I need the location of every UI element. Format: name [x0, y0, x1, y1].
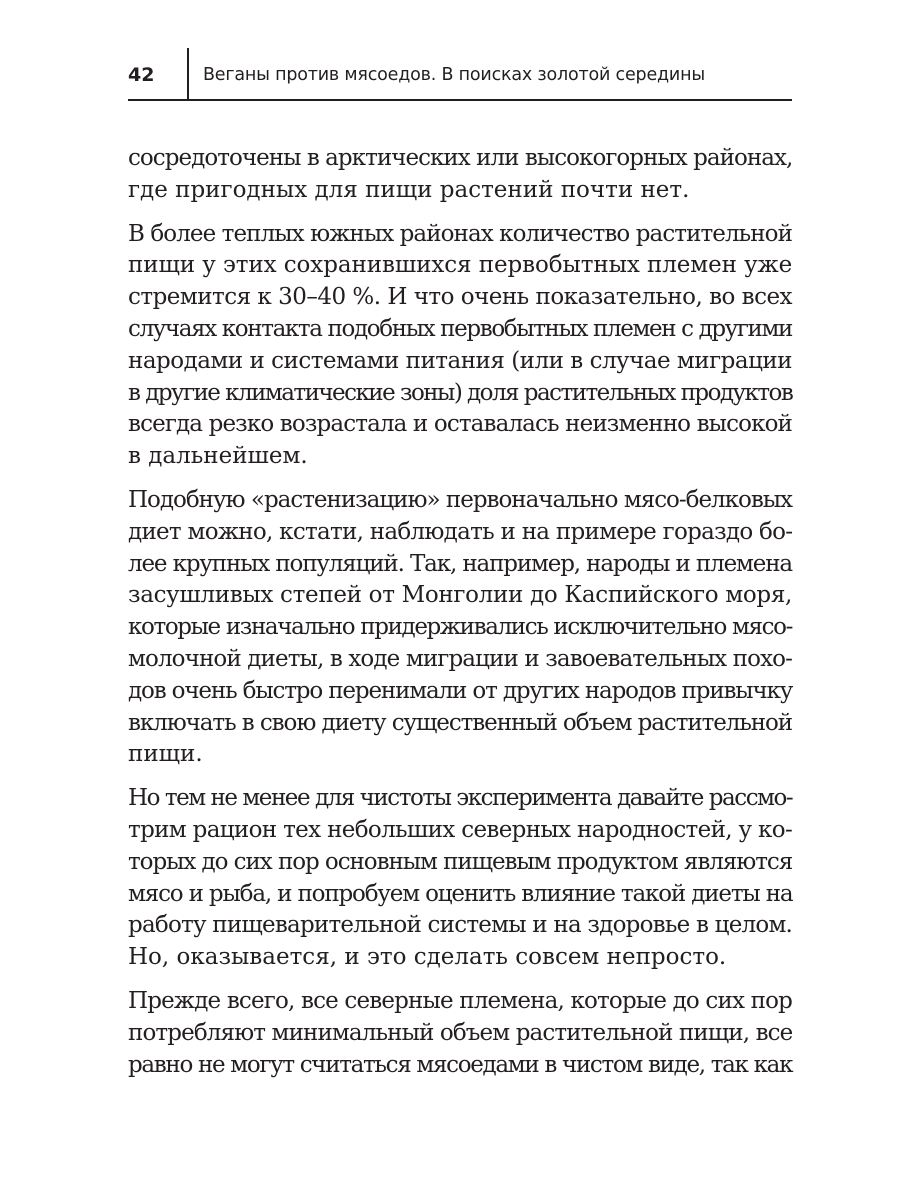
- text-line: Прежде всего, все северные племена, которые до сих пор: [128, 987, 792, 1014]
- text-line: в другие климатические зоны) доля растительных продуктов: [128, 379, 793, 406]
- text-line: работу пищеварительной системы и на здоровье в целом.: [128, 912, 793, 939]
- text-line: молочной диеты, в ходе миграции и завоевательных похо-: [128, 645, 792, 672]
- text-line: равно не могут считаться мясоедами в чистом виде, так как: [128, 1051, 793, 1078]
- text-line: в дальнейшем.: [128, 443, 308, 470]
- running-head: [128, 48, 792, 100]
- paragraph: [128, 143, 792, 207]
- text-line: которые изначально придерживались исключительно мясо-: [128, 614, 792, 641]
- text-line: всегда резко возрастала и оставалась неизменно высокой: [128, 411, 793, 438]
- text-line: дов очень быстро перенимали от других народов привычку: [128, 677, 793, 704]
- text-line: Но тем не менее для чистоты эксперимента давайте рассмо-: [128, 785, 793, 812]
- text-line: диет можно, кстати, наблюдать и на примере гораздо бо-: [128, 518, 793, 545]
- text-line: мясо и рыба, и попробуем оценить влияние такой диеты на: [128, 880, 793, 907]
- text-line: случаях контакта подобных первобытных племен с другими: [128, 315, 792, 342]
- paragraph: [128, 219, 792, 473]
- text-line: торых до сих пор основным пищевым продуктом являются: [128, 848, 793, 875]
- text-line: В более теплых южных районах количество растительной: [128, 220, 792, 247]
- paragraph: [128, 783, 792, 974]
- text-line: Но, оказывается, и это сделать совсем непросто.: [128, 944, 727, 971]
- text-line: засушливых степей от Монголии до Каспийского моря,: [128, 582, 792, 609]
- paragraph: [128, 485, 792, 771]
- text-line: Подобную «растенизацию» первоначально мясо-белковых: [128, 486, 792, 513]
- text-line: пищи.: [128, 741, 203, 768]
- text-line: трим рацион тех небольших северных народностей, у ко-: [128, 816, 793, 843]
- running-title: Веганы против мясоедов. В поисках золотой середины: [203, 65, 705, 85]
- text-line: народами и системами питания (или в случае миграции: [128, 347, 792, 374]
- text-line: сосредоточены в арктических или высокогорных районах,: [128, 145, 793, 171]
- text-line: лее крупных популяций. Так, например, народы и племена: [128, 550, 792, 577]
- text-line: пищи у этих сохранившихся первобытных племен уже: [128, 252, 793, 279]
- text-line: потребляют минимальный объем растительной пищи, все: [128, 1019, 793, 1046]
- text-line: стремится к 30–40 %. И что очень показательно, во всех: [128, 284, 792, 311]
- paragraph: [128, 986, 792, 1081]
- header-vertical-divider: [187, 48, 189, 100]
- page-number: 42: [128, 64, 155, 86]
- text-line: где пригодных для пищи растений почти нет.: [128, 176, 690, 203]
- header-rule: [128, 99, 792, 101]
- text-line: включать в свою диету существенный объем растительной: [128, 709, 793, 736]
- body-text: [128, 143, 792, 1093]
